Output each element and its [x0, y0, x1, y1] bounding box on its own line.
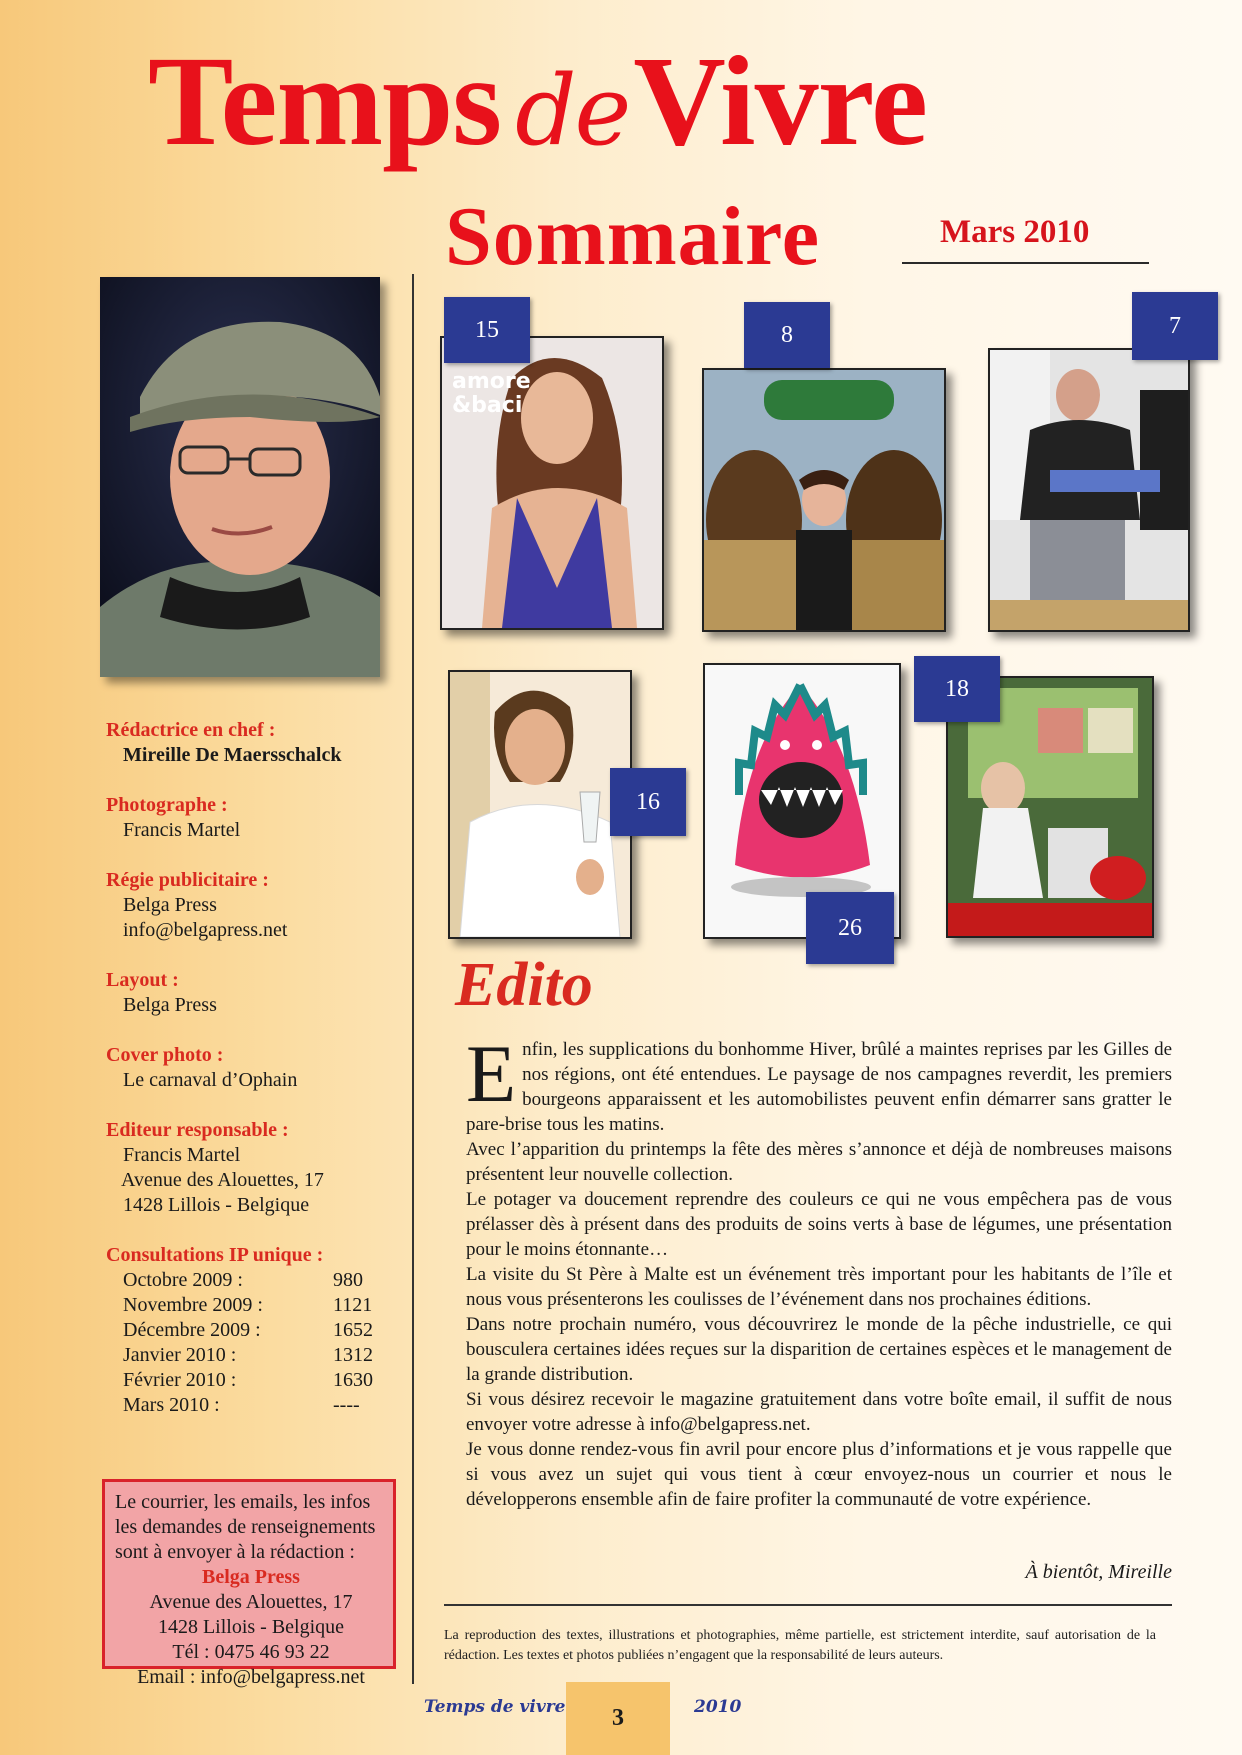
stats-month: Février 2010 :	[123, 1369, 237, 1391]
contact-street: Avenue des Alouettes, 17	[149, 1591, 353, 1613]
page-badge-carnival: 8	[744, 302, 830, 368]
layout-label: Layout :	[106, 969, 179, 991]
page-badge-swimwear: 15	[444, 297, 530, 363]
publisher-city: 1428 Lillois - Belgique	[123, 1194, 310, 1216]
editor-label: Rédactrice en chef :	[106, 719, 276, 741]
photographer-name: Francis Martel	[123, 819, 241, 841]
footer-magazine-name: Temps de vivre	[424, 1697, 566, 1717]
stats-value: 1630	[333, 1369, 373, 1391]
stats-row	[123, 1343, 406, 1368]
stats-value: 980	[333, 1269, 363, 1291]
photographer-label: Photographe :	[106, 794, 228, 816]
page-badge-waiter: 7	[1132, 292, 1218, 360]
advertising-email: info@belgapress.net	[123, 919, 288, 941]
stats-row	[123, 1268, 406, 1293]
stats-value: 1312	[333, 1344, 373, 1366]
masthead-word-temps: Temps	[148, 30, 502, 172]
publisher-label: Editeur responsable :	[106, 1119, 289, 1141]
credits-column	[106, 718, 406, 1418]
cover-photo-label: Cover photo :	[106, 1044, 224, 1066]
amore-logo-text: amore	[452, 369, 531, 394]
stats-value: 1121	[333, 1294, 373, 1316]
edito-paragraph	[466, 1028, 1172, 1137]
stats-month: Novembre 2009 :	[123, 1294, 263, 1316]
stats-table	[106, 1268, 406, 1418]
edito-paragraph-1: nfin, les supplications du bonhomme Hiver, brûlé a maintes reprises par les Gilles de nos régions, ont été entendues. Le paysage de nos campagnes reverdit, les premiers bourgeons apparaissent et les automobilistes peuvent enfin démarrer sans gratter le pare-brise tous les matins.	[466, 1039, 1172, 1135]
stats-value: ----	[333, 1394, 360, 1416]
contact-line-1: Le courrier, les emails, les infos	[115, 1491, 371, 1513]
stats-month: Mars 2010 :	[123, 1394, 220, 1416]
carnival-photo	[702, 368, 946, 632]
contact-company: Belga Press	[202, 1566, 300, 1588]
edito-paragraph-3: Le potager va doucement reprendre des couleurs ce qui ne vous empêchera pas de vous prélasser dès à présent dans des produits de soins verts à base de légumes, une présentation pour le moins étonnante…	[466, 1189, 1172, 1260]
contact-line-2: les demandes de renseignements	[115, 1516, 376, 1538]
stats-row	[123, 1368, 406, 1393]
contact-email: Email : info@belgapress.net	[137, 1666, 365, 1688]
stats-month: Décembre 2009 :	[123, 1319, 261, 1341]
baci-logo-text: &baci	[452, 393, 523, 418]
edito-paragraph-2: Avec l’apparition du printemps la fête des mères s’annonce et déjà de nombreuses maisons présentent leur nouvelle collection.	[466, 1139, 1172, 1185]
drop-cap: E	[466, 1028, 517, 1119]
section-title: Sommaire	[445, 190, 821, 283]
cover-portrait-photo	[100, 277, 380, 677]
page-badge-vegetables: 18	[914, 656, 1000, 722]
cover-photo-desc: Le carnaval d’Ophain	[123, 1069, 298, 1091]
masthead-word-de: de	[515, 55, 630, 167]
publisher-name: Francis Martel	[123, 1144, 241, 1166]
contact-line-3: sont à envoyer à la rédaction :	[115, 1541, 355, 1563]
stats-month: Octobre 2009 :	[123, 1269, 243, 1291]
page-badge-monster: 26	[806, 892, 894, 964]
footer-year: 2010	[694, 1697, 742, 1717]
masthead	[148, 28, 927, 175]
edito-signoff: À bientôt, Mireille	[1025, 1561, 1172, 1583]
stats-label: Consultations IP unique :	[106, 1244, 324, 1266]
legal-notice: La reproduction des textes, illustrations et photographies, même partielle, est strictement interdite, sauf autorisation de la rédaction. Les textes et photos publiées n’engagent que la responsabilité de leurs auteurs.	[444, 1628, 1156, 1663]
contact-box	[102, 1479, 396, 1688]
stats-month: Janvier 2010 :	[123, 1344, 237, 1366]
contact-phone: Tél : 0475 46 93 22	[172, 1641, 330, 1663]
layout-name: Belga Press	[123, 994, 217, 1016]
issue-date: Mars 2010	[940, 214, 1090, 250]
edito-paragraph-7: Je vous donne rendez-vous fin avril pour encore plus d’informations et je vous rappelle que si vous avez un sujet qui vous tient à cœur envoyez-nous un courrier et nous le développerons ensemble afin de faire profiter la communauté de votre expérience.	[466, 1439, 1172, 1510]
edito-paragraph-4: La visite du St Père à Malte est un événement très important pour les habitants de l’île et nous vous présenterons les coulisses de l’événement dans nos prochaines éditions.	[466, 1264, 1172, 1310]
advertising-name: Belga Press	[123, 894, 217, 916]
page-badge-chef: 16	[610, 768, 686, 836]
masthead-word-vivre: Vivre	[633, 30, 927, 172]
edito-title: Edito	[455, 951, 593, 1019]
page-number: 3	[566, 1682, 670, 1755]
stats-row	[123, 1293, 406, 1318]
edito-paragraph-6: Si vous désirez recevoir le magazine gratuitement dans votre boîte email, il suffit de nous envoyer votre adresse à info@belgapress.net.	[466, 1389, 1172, 1435]
swimwear-model-photo	[440, 336, 664, 630]
waiter-race-photo	[988, 348, 1190, 632]
stats-row	[123, 1393, 406, 1418]
edito-body	[466, 1028, 1172, 1512]
stats-value: 1652	[333, 1319, 373, 1341]
advertising-label: Régie publicitaire :	[106, 869, 269, 891]
column-divider	[412, 274, 414, 1684]
contact-city: 1428 Lillois - Belgique	[157, 1616, 345, 1638]
editor-name: Mireille De Maersschalck	[123, 744, 342, 766]
publisher-street: Avenue des Alouettes, 17	[121, 1169, 324, 1191]
legal-divider	[444, 1604, 1172, 1606]
chef-wine-photo	[448, 670, 632, 939]
stats-row	[123, 1318, 406, 1343]
issue-underline	[902, 262, 1149, 264]
edito-paragraph-5: Dans notre prochain numéro, vous découvrirez le monde de la pêche industrielle, ce qui bousculera certaines idées reçues sur la disparition de certaines espèces et le management de la grande distribution.	[466, 1314, 1172, 1385]
